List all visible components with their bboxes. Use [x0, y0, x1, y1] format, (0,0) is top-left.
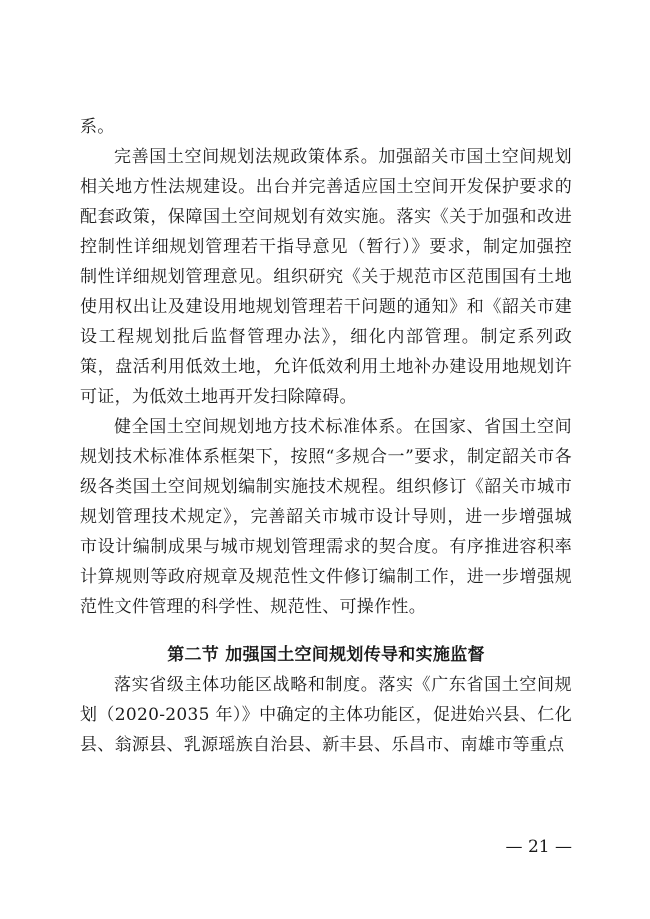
- section-title: 第二节 加强国土空间规划传导和实施监督: [167, 645, 485, 665]
- paragraph-regulations-policy: 完善国土空间规划法规政策体系。加强韶关市国土空间规划相关地方性法规建设。出台并完善适应国土空间开发保护要求的配套政策，保障国土空间规划有效实施。落实《关于加强和改进控制性详细规划管理若干指导意见（暂行）》要求，制定加强控制性详细规划管理意见。组织研究《关于规范市区范围国有土地使用权出让及建设用地规划管理若干问题的通知》和《韶关市建设工程规划批后监督管理办法》，细化内部管理。制定系列政策，盘活利用低效土地，允许低效利用土地补办建设用地规划许可证，为低效土地再开发扫除障碍。: [80, 147, 572, 407]
- page-number: — 21 —: [505, 837, 572, 857]
- document-body: [80, 112, 572, 760]
- paragraph-technical-standards: 健全国土空间规划地方技术标准体系。在国家、省国土空间规划技术标准体系框架下，按照“多规合一”要求，制定韶关市各级各类国土空间规划编制实施技术规程。组织修订《韶关市城市规划管理技术规定》，完善韶关市城市设计导则，进一步增强城市设计编制成果与城市规划管理需求的契合度。有序推进容积率计算规则等政府规章及规范性文件修订编制工作，进一步增强规范性文件管理的科学性、规范性、可操作性。: [80, 417, 572, 617]
- paragraph-main-function-zones: 落实省级主体功能区战略和制度。落实《广东省国土空间规划（2020-2035 年）》中确定的主体功能区，促进始兴县、仁化县、翁源县、乳源瑶族自治县、新丰县、乐昌市、南雄市等重点: [80, 675, 572, 755]
- paragraph-continuation: 系。: [80, 117, 115, 137]
